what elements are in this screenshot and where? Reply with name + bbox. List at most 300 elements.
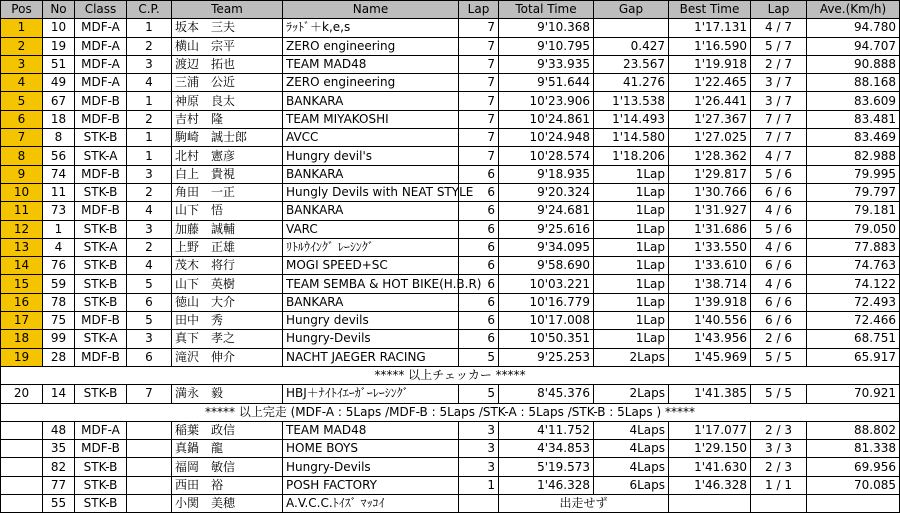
total-time-cell: 9'10.795 <box>499 37 594 55</box>
total-time-cell: 9'10.368 <box>499 19 594 37</box>
pos-cell: 9 <box>1 165 43 183</box>
no-cell: 8 <box>43 129 75 147</box>
result-row <box>1 385 900 403</box>
column-header-team: Team <box>172 1 283 19</box>
ave-speed-cell: 81.338 <box>807 440 900 458</box>
team-cell: 駒崎 誠士郎 <box>172 129 283 147</box>
class-cell: MDF-B <box>75 202 127 220</box>
name-cell: BANKARA <box>283 202 459 220</box>
cp-cell: 3 <box>127 220 172 238</box>
lap-cell: 6 <box>459 312 499 330</box>
pos-cell: 16 <box>1 293 43 311</box>
pos-cell: 4 <box>1 74 43 92</box>
total-time-cell: 1'46.328 <box>499 476 594 494</box>
name-cell: HOME BOYS <box>283 440 459 458</box>
best-time-cell: 1'16.590 <box>669 37 751 55</box>
total-time-cell: 8'45.376 <box>499 385 594 403</box>
best-time-cell: 1'33.550 <box>669 238 751 256</box>
lap-cell: 6 <box>459 257 499 275</box>
best-lap-cell: 4 / 7 <box>751 19 807 37</box>
best-time-cell: 1'29.150 <box>669 440 751 458</box>
team-cell: 田中 秀 <box>172 312 283 330</box>
team-cell: 吉村 隆 <box>172 110 283 128</box>
best-lap-cell: 3 / 3 <box>751 440 807 458</box>
no-cell: 11 <box>43 183 75 201</box>
ave-speed-cell: 88.168 <box>807 74 900 92</box>
result-row <box>1 476 900 494</box>
lap-cell: 6 <box>459 183 499 201</box>
team-cell: 山下 英樹 <box>172 275 283 293</box>
lap-cell: 7 <box>459 55 499 73</box>
no-cell: 78 <box>43 293 75 311</box>
cp-cell <box>127 440 172 458</box>
pos-cell: 17 <box>1 312 43 330</box>
total-time-cell: 9'51.644 <box>499 74 594 92</box>
class-cell: STK-B <box>75 476 127 494</box>
cp-cell <box>127 458 172 476</box>
team-cell: 三浦 公近 <box>172 74 283 92</box>
name-cell: HBJ＋ﾅｲﾄｲｴｰｶﾞｰﾚｰｼﾝｸﾞ <box>283 385 459 403</box>
best-lap-cell: 1 / 1 <box>751 476 807 494</box>
name-cell: POSH FACTORY <box>283 476 459 494</box>
no-cell: 59 <box>43 275 75 293</box>
ave-speed-cell: 72.466 <box>807 312 900 330</box>
result-row <box>1 348 900 366</box>
lap-cell: 5 <box>459 385 499 403</box>
lap-cell: 7 <box>459 129 499 147</box>
name-cell: ﾗｯﾄﾞ＋k,e,s <box>283 19 459 37</box>
total-time-cell: 9'25.253 <box>499 348 594 366</box>
best-lap-cell: 2 / 3 <box>751 458 807 476</box>
team-cell: 坂本 三夫 <box>172 19 283 37</box>
name-cell: Hungry-Devils <box>283 458 459 476</box>
class-cell: STK-B <box>75 129 127 147</box>
lap-cell: 5 <box>459 348 499 366</box>
best-lap-cell: 4 / 7 <box>751 147 807 165</box>
team-cell: 山下 悟 <box>172 202 283 220</box>
ave-speed-cell: 83.609 <box>807 92 900 110</box>
gap-cell: 0.427 <box>594 37 669 55</box>
result-row <box>1 147 900 165</box>
name-cell: Hungry-Devils <box>283 330 459 348</box>
pos-cell: 19 <box>1 348 43 366</box>
column-header-cp: C.P. <box>127 1 172 19</box>
name-cell: Hungly Devils with NEAT STYLE <box>283 183 459 201</box>
team-cell: 北村 憲彦 <box>172 147 283 165</box>
gap-cell: 1Lap <box>594 312 669 330</box>
class-cell: STK-B <box>75 385 127 403</box>
gap-cell: 1'18.206 <box>594 147 669 165</box>
name-cell: Hungry devils <box>283 312 459 330</box>
total-time-cell: 9'34.095 <box>499 238 594 256</box>
cp-cell <box>127 421 172 439</box>
result-row <box>1 74 900 92</box>
team-cell: 加藤 誠輔 <box>172 220 283 238</box>
cp-cell <box>127 476 172 494</box>
lap-cell: 3 <box>459 421 499 439</box>
best-time-cell: 1'31.927 <box>669 202 751 220</box>
gap-cell: 1Lap <box>594 165 669 183</box>
no-cell: 51 <box>43 55 75 73</box>
pos-cell <box>1 421 43 439</box>
ave-speed-cell: 70.085 <box>807 476 900 494</box>
no-cell: 10 <box>43 19 75 37</box>
no-cell: 75 <box>43 312 75 330</box>
lap-cell: 7 <box>459 147 499 165</box>
lap-cell: 6 <box>459 293 499 311</box>
best-lap-cell: 7 / 7 <box>751 110 807 128</box>
no-cell: 77 <box>43 476 75 494</box>
cp-cell: 3 <box>127 55 172 73</box>
no-cell: 1 <box>43 220 75 238</box>
lap-cell: 1 <box>459 476 499 494</box>
result-row <box>1 129 900 147</box>
gap-cell: 6Laps <box>594 476 669 494</box>
cp-cell: 2 <box>127 238 172 256</box>
total-time-cell: 9'24.681 <box>499 202 594 220</box>
pos-cell: 3 <box>1 55 43 73</box>
best-time-cell: 1'17.131 <box>669 19 751 37</box>
team-cell: 稲葉 政信 <box>172 421 283 439</box>
best-time-cell: 1'22.465 <box>669 74 751 92</box>
ave-speed-cell: 79.995 <box>807 165 900 183</box>
best-time-cell: 1'38.714 <box>669 275 751 293</box>
ave-speed-cell: 70.921 <box>807 385 900 403</box>
column-header-best-lap: Lap <box>751 1 807 19</box>
cp-cell: 6 <box>127 348 172 366</box>
result-row <box>1 220 900 238</box>
total-time-cell: 10'03.221 <box>499 275 594 293</box>
class-cell: STK-B <box>75 220 127 238</box>
no-cell: 4 <box>43 238 75 256</box>
result-row <box>1 165 900 183</box>
ave-speed-cell: 82.988 <box>807 147 900 165</box>
column-header-gap: Gap <box>594 1 669 19</box>
cp-cell: 1 <box>127 19 172 37</box>
column-header-ave-speed: Ave.(Km/h) <box>807 1 900 19</box>
class-cell: MDF-A <box>75 421 127 439</box>
best-time-cell: 1'43.956 <box>669 330 751 348</box>
best-time-cell: 1'30.766 <box>669 183 751 201</box>
cp-cell: 3 <box>127 330 172 348</box>
team-cell: 上野 正雄 <box>172 238 283 256</box>
ave-speed-cell: 83.481 <box>807 110 900 128</box>
gap-cell: 1Lap <box>594 257 669 275</box>
ave-speed-cell: 79.797 <box>807 183 900 201</box>
result-row <box>1 257 900 275</box>
cp-cell: 4 <box>127 257 172 275</box>
team-cell: 満永 毅 <box>172 385 283 403</box>
best-lap-cell: 2 / 3 <box>751 421 807 439</box>
no-cell: 73 <box>43 202 75 220</box>
gap-cell: 23.567 <box>594 55 669 73</box>
class-cell: MDF-A <box>75 74 127 92</box>
best-lap-cell: 6 / 6 <box>751 183 807 201</box>
gap-cell: 1'13.538 <box>594 92 669 110</box>
name-cell: TEAM SEMBA & HOT BIKE(H.B.R) <box>283 275 459 293</box>
class-cell: STK-A <box>75 238 127 256</box>
ave-speed-cell: 94.707 <box>807 37 900 55</box>
cp-cell: 1 <box>127 147 172 165</box>
lap-cell: 6 <box>459 202 499 220</box>
pos-cell <box>1 495 43 513</box>
gap-cell: 41.276 <box>594 74 669 92</box>
pos-cell: 2 <box>1 37 43 55</box>
lap-cell: 6 <box>459 275 499 293</box>
pos-cell <box>1 440 43 458</box>
cp-cell: 1 <box>127 92 172 110</box>
cp-cell: 2 <box>127 37 172 55</box>
class-cell: MDF-B <box>75 312 127 330</box>
lap-cell: 6 <box>459 165 499 183</box>
no-cell: 67 <box>43 92 75 110</box>
result-row <box>1 238 900 256</box>
checker-note-row <box>1 366 900 384</box>
ave-speed-cell: 79.181 <box>807 202 900 220</box>
total-time-cell: 10'24.861 <box>499 110 594 128</box>
pos-cell <box>1 476 43 494</box>
team-cell: 福岡 敏信 <box>172 458 283 476</box>
name-cell: AVCC <box>283 129 459 147</box>
total-time-cell: 4'11.752 <box>499 421 594 439</box>
best-lap-cell: 4 / 6 <box>751 202 807 220</box>
no-cell: 56 <box>43 147 75 165</box>
lap-cell: 7 <box>459 92 499 110</box>
no-cell: 48 <box>43 421 75 439</box>
class-cell: MDF-B <box>75 92 127 110</box>
best-lap-cell: 3 / 7 <box>751 74 807 92</box>
class-cell: STK-B <box>75 293 127 311</box>
team-cell: 小関 美穂 <box>172 495 283 513</box>
gap-cell: 1Lap <box>594 293 669 311</box>
lap-cell: 6 <box>459 330 499 348</box>
class-cell: STK-B <box>75 458 127 476</box>
ave-speed-cell: 94.780 <box>807 19 900 37</box>
best-time-cell: 1'41.385 <box>669 385 751 403</box>
ave-speed-cell: 90.888 <box>807 55 900 73</box>
ave-speed-cell: 83.469 <box>807 129 900 147</box>
no-cell: 19 <box>43 37 75 55</box>
best-time-cell: 1'33.610 <box>669 257 751 275</box>
class-cell: MDF-B <box>75 110 127 128</box>
no-cell: 35 <box>43 440 75 458</box>
best-lap-cell: 3 / 7 <box>751 92 807 110</box>
cp-cell: 3 <box>127 165 172 183</box>
best-lap-cell: 6 / 6 <box>751 257 807 275</box>
column-header-no: No <box>43 1 75 19</box>
result-row <box>1 312 900 330</box>
team-cell: 渡辺 拓也 <box>172 55 283 73</box>
team-cell: 西田 裕 <box>172 476 283 494</box>
best-lap-cell: 2 / 6 <box>751 330 807 348</box>
result-row <box>1 202 900 220</box>
best-lap-cell <box>751 495 807 513</box>
no-cell: 55 <box>43 495 75 513</box>
team-cell: 横山 宗平 <box>172 37 283 55</box>
result-row <box>1 421 900 439</box>
name-cell: Hungry devil's <box>283 147 459 165</box>
ave-speed-cell: 74.122 <box>807 275 900 293</box>
ave-speed-cell: 88.802 <box>807 421 900 439</box>
lap-cell: 6 <box>459 220 499 238</box>
cp-cell: 5 <box>127 312 172 330</box>
header-row <box>1 1 900 19</box>
team-cell: 神原 良太 <box>172 92 283 110</box>
ave-speed-cell: 77.883 <box>807 238 900 256</box>
pos-cell: 1 <box>1 19 43 37</box>
result-row <box>1 440 900 458</box>
name-cell: ﾘﾄﾙｳｲﾝｸﾞ ﾚｰｼﾝｸﾞ <box>283 238 459 256</box>
lap-cell <box>459 495 499 513</box>
pos-cell: 11 <box>1 202 43 220</box>
lap-cell: 7 <box>459 37 499 55</box>
result-row <box>1 55 900 73</box>
best-time-cell: 1'31.686 <box>669 220 751 238</box>
gap-cell: 1'14.580 <box>594 129 669 147</box>
dns-row <box>1 495 900 513</box>
best-lap-cell: 5 / 7 <box>751 37 807 55</box>
total-time-cell: 9'58.690 <box>499 257 594 275</box>
no-cell: 76 <box>43 257 75 275</box>
class-cell: STK-B <box>75 257 127 275</box>
no-cell: 82 <box>43 458 75 476</box>
result-row <box>1 37 900 55</box>
best-lap-cell: 5 / 5 <box>751 385 807 403</box>
best-lap-cell: 7 / 7 <box>751 129 807 147</box>
team-cell: 滝沢 伸介 <box>172 348 283 366</box>
gap-cell <box>594 19 669 37</box>
pos-cell: 8 <box>1 147 43 165</box>
gap-cell: 1Lap <box>594 330 669 348</box>
name-cell: ZERO engineering <box>283 74 459 92</box>
result-row <box>1 183 900 201</box>
lap-cell: 3 <box>459 440 499 458</box>
class-cell: STK-A <box>75 147 127 165</box>
column-header-lap: Lap <box>459 1 499 19</box>
best-lap-cell: 5 / 6 <box>751 165 807 183</box>
class-cell: MDF-B <box>75 348 127 366</box>
no-cell: 14 <box>43 385 75 403</box>
gap-cell: 4Laps <box>594 421 669 439</box>
total-time-cell: 9'33.935 <box>499 55 594 73</box>
class-cell: MDF-A <box>75 37 127 55</box>
pos-cell: 7 <box>1 129 43 147</box>
pos-cell: 12 <box>1 220 43 238</box>
best-lap-cell: 4 / 6 <box>751 238 807 256</box>
best-time-cell: 1'40.556 <box>669 312 751 330</box>
results-body <box>1 19 900 513</box>
name-cell: TEAM MAD48 <box>283 421 459 439</box>
no-cell: 28 <box>43 348 75 366</box>
class-cell: STK-B <box>75 275 127 293</box>
ave-speed-cell: 68.751 <box>807 330 900 348</box>
total-time-cell: 9'20.324 <box>499 183 594 201</box>
checker-note: ***** 以上チェッカー ***** <box>1 366 900 384</box>
ave-speed-cell: 72.493 <box>807 293 900 311</box>
ave-speed-cell <box>807 495 900 513</box>
dns-status-cell: 出走せず <box>499 495 669 513</box>
best-time-cell <box>669 495 751 513</box>
total-time-cell: 4'34.853 <box>499 440 594 458</box>
total-time-cell: 5'19.573 <box>499 458 594 476</box>
no-cell: 18 <box>43 110 75 128</box>
team-cell: 角田 一正 <box>172 183 283 201</box>
pos-cell: 10 <box>1 183 43 201</box>
lap-cell: 7 <box>459 19 499 37</box>
pos-cell: 18 <box>1 330 43 348</box>
pos-cell <box>1 458 43 476</box>
column-header-class: Class <box>75 1 127 19</box>
total-time-cell: 9'18.935 <box>499 165 594 183</box>
best-time-cell: 1'19.918 <box>669 55 751 73</box>
total-time-cell: 10'23.906 <box>499 92 594 110</box>
cp-cell: 1 <box>127 129 172 147</box>
ave-speed-cell: 65.917 <box>807 348 900 366</box>
gap-cell: 1'14.493 <box>594 110 669 128</box>
name-cell: TEAM MIYAKOSHI <box>283 110 459 128</box>
cp-cell: 2 <box>127 110 172 128</box>
pos-cell: 13 <box>1 238 43 256</box>
cp-cell <box>127 495 172 513</box>
gap-cell: 4Laps <box>594 440 669 458</box>
gap-cell: 1Lap <box>594 202 669 220</box>
pos-cell: 5 <box>1 92 43 110</box>
best-lap-cell: 6 / 6 <box>751 293 807 311</box>
lap-cell: 7 <box>459 110 499 128</box>
ave-speed-cell: 69.956 <box>807 458 900 476</box>
best-time-cell: 1'39.918 <box>669 293 751 311</box>
total-time-cell: 10'24.948 <box>499 129 594 147</box>
result-row <box>1 92 900 110</box>
best-lap-cell: 5 / 5 <box>751 348 807 366</box>
pos-cell: 20 <box>1 385 43 403</box>
best-lap-cell: 6 / 6 <box>751 312 807 330</box>
cp-cell: 2 <box>127 183 172 201</box>
gap-cell: 1Lap <box>594 183 669 201</box>
class-cell: STK-A <box>75 330 127 348</box>
best-lap-cell: 4 / 6 <box>751 275 807 293</box>
best-lap-cell: 5 / 6 <box>751 220 807 238</box>
no-cell: 74 <box>43 165 75 183</box>
gap-cell: 1Lap <box>594 238 669 256</box>
team-cell: 徳山 大介 <box>172 293 283 311</box>
class-cell: STK-B <box>75 183 127 201</box>
finish-note-row <box>1 403 900 421</box>
gap-cell: 2Laps <box>594 348 669 366</box>
team-cell: 白上 貴視 <box>172 165 283 183</box>
result-row <box>1 275 900 293</box>
class-cell: MDF-B <box>75 165 127 183</box>
gap-cell: 1Lap <box>594 275 669 293</box>
total-time-cell: 10'28.574 <box>499 147 594 165</box>
total-time-cell: 10'50.351 <box>499 330 594 348</box>
best-time-cell: 1'46.328 <box>669 476 751 494</box>
team-cell: 真鍋 龍 <box>172 440 283 458</box>
cp-cell: 6 <box>127 293 172 311</box>
best-lap-cell: 2 / 7 <box>751 55 807 73</box>
result-row <box>1 293 900 311</box>
result-row <box>1 110 900 128</box>
finish-note: ***** 以上完走 (MDF-A : 5Laps /MDF-B : 5Laps /STK-A : 5Laps /STK-B : 5Laps ) ***** <box>1 403 900 421</box>
lap-cell: 6 <box>459 238 499 256</box>
total-time-cell: 10'17.008 <box>499 312 594 330</box>
best-time-cell: 1'17.077 <box>669 421 751 439</box>
name-cell: ZERO engineering <box>283 37 459 55</box>
name-cell: A.V.C.C.ﾄｲｽﾞ ﾏｯｺｲ <box>283 495 459 513</box>
name-cell: BANKARA <box>283 293 459 311</box>
column-header-best-time: Best Time <box>669 1 751 19</box>
best-time-cell: 1'29.817 <box>669 165 751 183</box>
